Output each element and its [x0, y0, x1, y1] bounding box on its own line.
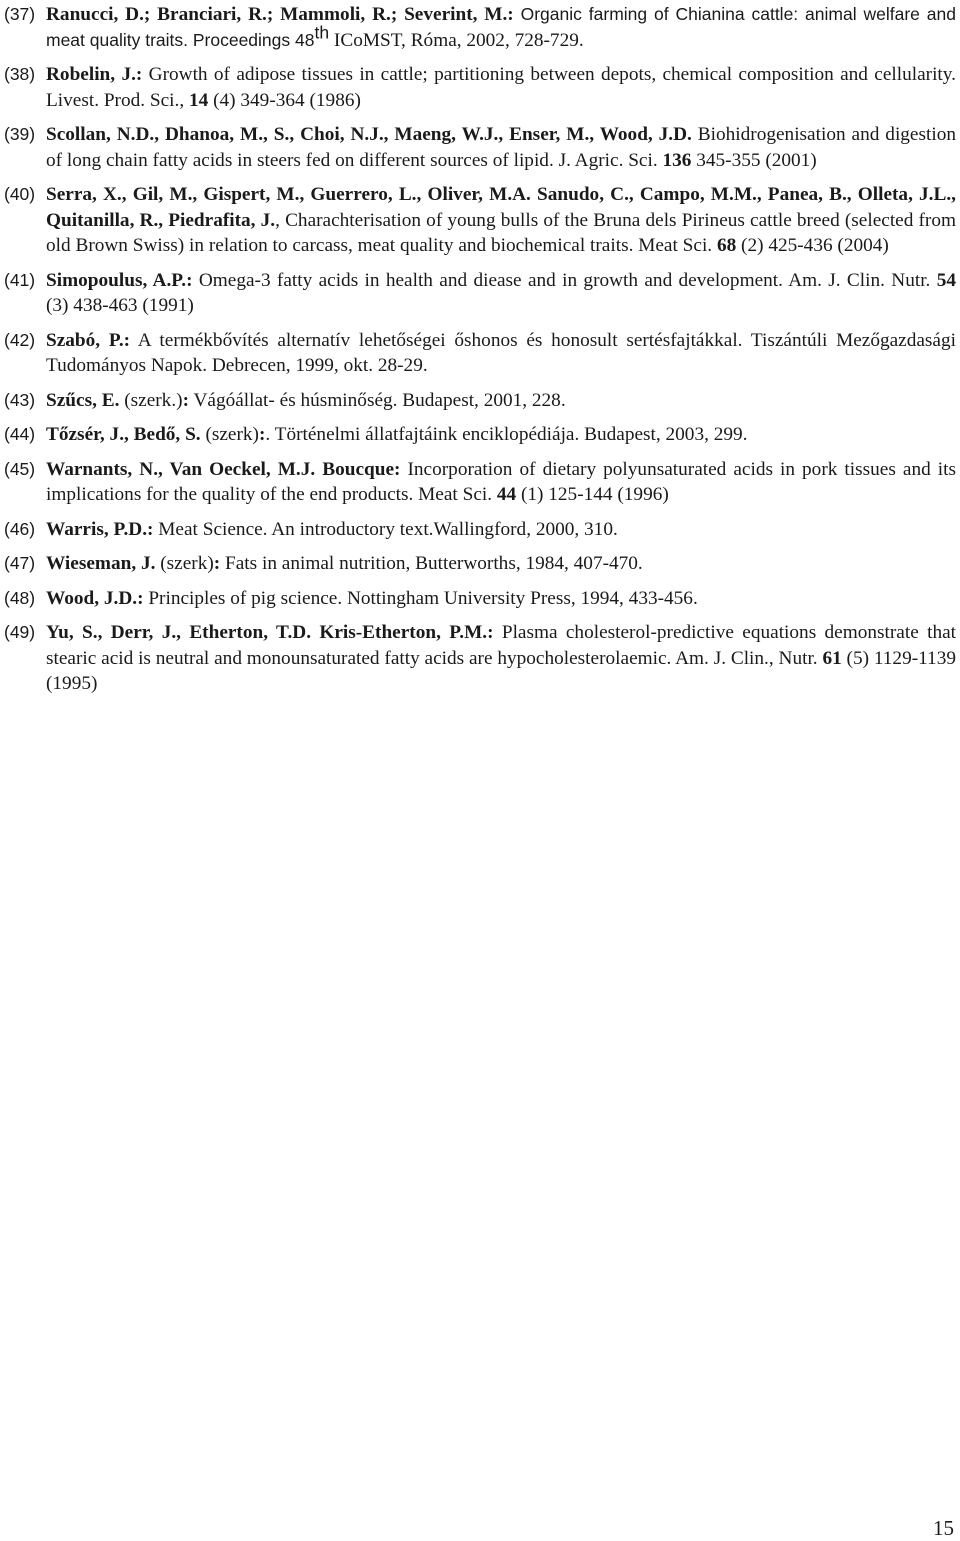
reference-body: Vágóállat- és húsminőség. Budapest, 2001, 228.	[188, 389, 566, 411]
reference-body: Biohidrogenisation and digestion of long chain fatty acids in steers fed on different sources of lipid. J. Agric. Sci.	[46, 124, 956, 171]
reference-item	[4, 182, 956, 259]
reference-item	[4, 62, 956, 113]
reference-item	[4, 268, 956, 319]
reference-body: , Charachterisation of young bulls of the Bruna dels Pirineus cattle breed (selected from old Brown Swiss) in relation to carcass, meat quality and biochemical traits. Meat Sci.	[46, 209, 956, 256]
reference-item	[4, 122, 956, 173]
reference-number: (41)	[4, 269, 36, 290]
reference-body-end: (3) 438-463 (1991)	[46, 295, 194, 316]
reference-text	[46, 620, 956, 697]
reference-number: (38)	[4, 64, 36, 84]
reference-number: (39)	[4, 124, 36, 144]
reference-body-end: 345-355 (2001)	[691, 149, 817, 171]
reference-list	[4, 2, 956, 706]
reference-item	[4, 586, 956, 612]
reference-item	[4, 517, 956, 543]
reference-text	[46, 2, 956, 53]
page-number: 15	[933, 1516, 954, 1540]
reference-colon: :	[135, 64, 143, 85]
reference-body-end: ICoMST, Róma, 2002, 728-729.	[329, 29, 584, 51]
reference-text	[46, 422, 956, 448]
reference-authors: Serra, X., Gil, M., Gispert, M., Guerrero, L., Oliver, M.A. Sanudo, C., Campo, M.M., Panea, B., Olleta, J.L., Quitanilla, R., Piedrafita, J.	[46, 184, 956, 231]
reference-number: (47)	[4, 553, 36, 573]
reference-number: (45)	[4, 458, 36, 479]
reference-text	[46, 551, 956, 577]
reference-body: Principles of pig science. Nottingham University Press, 1994, 433-456.	[143, 587, 698, 609]
reference-colon: :	[258, 424, 266, 445]
reference-text	[46, 62, 956, 113]
reference-number: (48)	[4, 587, 36, 608]
reference-number: (43)	[4, 389, 36, 410]
reference-authors: Szűcs, E.	[46, 389, 120, 411]
reference-volume: 54	[936, 269, 956, 291]
reference-volume: 68	[716, 235, 737, 256]
reference-authors: Robelin, J.	[46, 64, 136, 85]
reference-editor: (szerk)	[200, 424, 259, 445]
reference-body: Plasma cholesterol-predictive equations demonstrate that stearic acid is neutral and monounsaturated fatty acids are hypocholesterolaemic. Am. J. Clin., Nutr.	[46, 622, 957, 669]
reference-authors: Ranucci, D.; Branciari, R.; Mammoli, R.; Severint, M.:	[46, 4, 514, 25]
reference-authors: Yu, S., Derr, J., Etherton, T.D. Kris-Etherton, P.M.:	[46, 622, 494, 643]
reference-body-end: (4) 349-364 (1986)	[208, 89, 361, 111]
reference-body: . Történelmi állatfajtáink enciklopédiája. Budapest, 2003, 299.	[265, 424, 748, 445]
reference-authors: Wood, J.D.:	[46, 587, 144, 609]
reference-number: (37)	[4, 4, 36, 24]
reference-body: Organic farming of Chianina cattle: animal welfare and meat quality traits. Proceedings 48	[46, 4, 956, 50]
reference-number: (46)	[4, 518, 36, 539]
reference-volume: 44	[496, 484, 517, 505]
reference-body: Meat Science. An introductory text.Wallingford, 2000, 310.	[153, 518, 618, 540]
reference-text	[46, 457, 956, 508]
reference-item	[4, 620, 956, 697]
reference-body: Growth of adipose tissues in cattle; partitioning between depots, chemical composition and cellularity. Livest. Prod. Sci.,	[46, 64, 956, 111]
reference-text	[46, 388, 956, 414]
reference-body-end: (5) 1129-1139 (1995)	[46, 647, 956, 694]
reference-text	[46, 182, 956, 259]
reference-authors: Warris, P.D.:	[46, 518, 154, 540]
reference-authors: Scollan, N.D., Dhanoa, M., S., Choi, N.J., Maeng, W.J., Enser, M., Wood, J.D.	[46, 124, 692, 145]
reference-item	[4, 388, 956, 414]
reference-editor: (szerk)	[155, 553, 214, 574]
reference-text	[46, 268, 956, 319]
reference-authors: Tőzsér, J., Bedő, S.	[46, 424, 201, 445]
reference-colon: :	[182, 389, 189, 411]
reference-item	[4, 551, 956, 577]
reference-item	[4, 2, 956, 53]
reference-colon: :	[213, 553, 221, 574]
reference-text	[46, 586, 956, 612]
reference-body-end: (1) 125-144 (1996)	[516, 484, 669, 505]
reference-body: Incorporation of dietary polyunsaturated acids in pork tissues and its implications for the quality of the end products. Meat Sci.	[46, 458, 956, 505]
reference-item	[4, 457, 956, 508]
reference-number: (44)	[4, 424, 36, 444]
reference-authors: Szabó, P.:	[46, 329, 131, 351]
reference-superscript: th	[314, 22, 330, 43]
reference-editor: (szerk.)	[119, 389, 183, 411]
reference-body-end: (2) 425-436 (2004)	[736, 235, 889, 256]
reference-body: Fats in animal nutrition, Butterworths, 1984, 407-470.	[220, 553, 643, 574]
reference-volume: 61	[822, 647, 842, 669]
reference-text	[46, 122, 956, 173]
reference-item	[4, 328, 956, 379]
reference-body: A termékbővítés alternatív lehetőségei őshonos és honosult sertésfajtákkal. Tiszántúli Mezőgazdasági Tudományos Napok. Debrecen, 1999, okt. 28-29.	[46, 329, 956, 376]
reference-volume: 136	[662, 149, 692, 171]
reference-volume: 14	[189, 89, 209, 111]
reference-text	[46, 328, 956, 379]
reference-number: (40)	[4, 184, 36, 204]
reference-authors: Wieseman, J.	[46, 553, 156, 574]
reference-authors: Simopoulus, A.P.:	[46, 269, 193, 291]
reference-body: Omega-3 fatty acids in health and diease and in growth and development. Am. J. Clin. Nutr.	[192, 269, 937, 291]
reference-text	[46, 517, 956, 543]
reference-number: (42)	[4, 329, 36, 350]
reference-number: (49)	[4, 622, 36, 642]
reference-authors: Warnants, N., Van Oeckel, M.J. Boucque:	[46, 458, 401, 480]
reference-item	[4, 422, 956, 448]
